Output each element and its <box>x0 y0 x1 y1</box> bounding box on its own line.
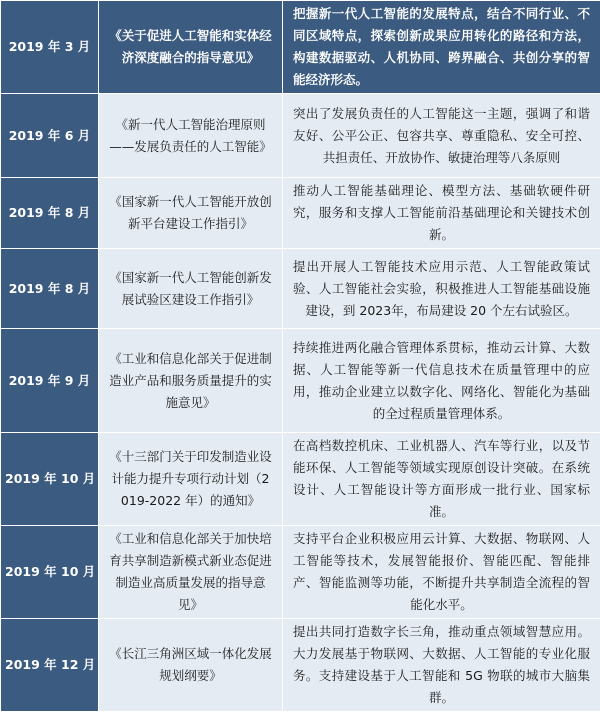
policy-name-cell: 《关于促进人工智能和实体经济深度融合的指导意见》 <box>99 1 283 94</box>
policy-content-cell: 提出开展人工智能技术应用示范、人工智能政策试验、人工智能社会实验，积极推进人工智能基础设施建设，到 2023年，布局建设 20 个左右试验区。 <box>283 249 600 329</box>
policy-content-cell: 突出了发展负责任的人工智能这一主题，强调了和谐友好、公平公正、包容共享、尊重隐私、安全可控、共担责任、开放协作、敏捷治理等八条原则 <box>283 94 600 178</box>
date-cell: 2019 年 6 月 <box>1 94 99 178</box>
policy-name-cell: 《新一代人工智能治理原则——发展负责任的人工智能》 <box>99 94 283 178</box>
policy-name-cell: 《工业和信息化部关于加快培育共享制造新模式新业态促进制造业高质量发展的指导意见》 <box>99 526 283 619</box>
policy-name-cell: 《长江三角洲区域一体化发展规划纲要》 <box>99 619 283 712</box>
policy-name-cell: 《国家新一代人工智能开放创新平台建设工作指引》 <box>99 178 283 249</box>
table-row <box>1 178 600 249</box>
date-cell: 2019 年 9 月 <box>1 329 99 433</box>
date-cell: 2019 年 8 月 <box>1 178 99 249</box>
policy-content-cell: 把握新一代人工智能的发展特点，结合不同行业、不同区域特点，探索创新成果应用转化的路径和方法，构建数据驱动、人机协同、跨界融合、共创分享的智能经济形态。 <box>283 1 600 94</box>
date-cell: 2019 年 10 月 <box>1 433 99 526</box>
policy-name-cell: 《工业和信息化部关于促进制造业产品和服务质量提升的实施意见》 <box>99 329 283 433</box>
policy-content-cell: 推动人工智能基础理论、模型方法、基础软硬件研究，服务和支撑人工智能前沿基础理论和关键技术创新。 <box>283 178 600 249</box>
date-cell: 2019 年 10 月 <box>1 526 99 619</box>
policy-name-cell: 《国家新一代人工智能创新发展试验区建设工作指引》 <box>99 249 283 329</box>
table-row <box>1 329 600 433</box>
policy-content-cell: 支持平台企业积极应用云计算、大数据、物联网、人工智能等技术，发展智能报价、智能匹配、智能排产、智能监测等功能，不断提升共享制造全流程的智能化水平。 <box>283 526 600 619</box>
policy-content-cell: 持续推进两化融合管理体系贯标，推动云计算、大数据、人工智能等新一代信息技术在质量管理中的应用，推动企业建立以数字化、网络化、智能化为基础的全过程质量管理体系。 <box>283 329 600 433</box>
table-row <box>1 526 600 619</box>
table-row <box>1 249 600 329</box>
table-row <box>1 433 600 526</box>
date-cell: 2019 年 12 月 <box>1 619 99 712</box>
date-cell: 2019 年 8 月 <box>1 249 99 329</box>
table-row <box>1 94 600 178</box>
table-row <box>1 1 600 94</box>
policy-content-cell: 在高档数控机床、工业机器人、汽车等行业，以及节能环保、人工智能等领域实现原创设计突破。在系统设计、人工智能设计等方面形成一批行业、国家标准。 <box>283 433 600 526</box>
table-row <box>1 619 600 712</box>
policy-name-cell: 《十三部门关于印发制造业设计能力提升专项行动计划（2019-2022 年）的通知》 <box>99 433 283 526</box>
policy-content-cell: 提出共同打造数字长三角，推动重点领域智慧应用。大力发展基于物联网、大数据、人工智能的专业化服务。支持建设基于人工智能和 5G 物联的城市大脑集群。 <box>283 619 600 712</box>
date-cell: 2019 年 3 月 <box>1 1 99 94</box>
